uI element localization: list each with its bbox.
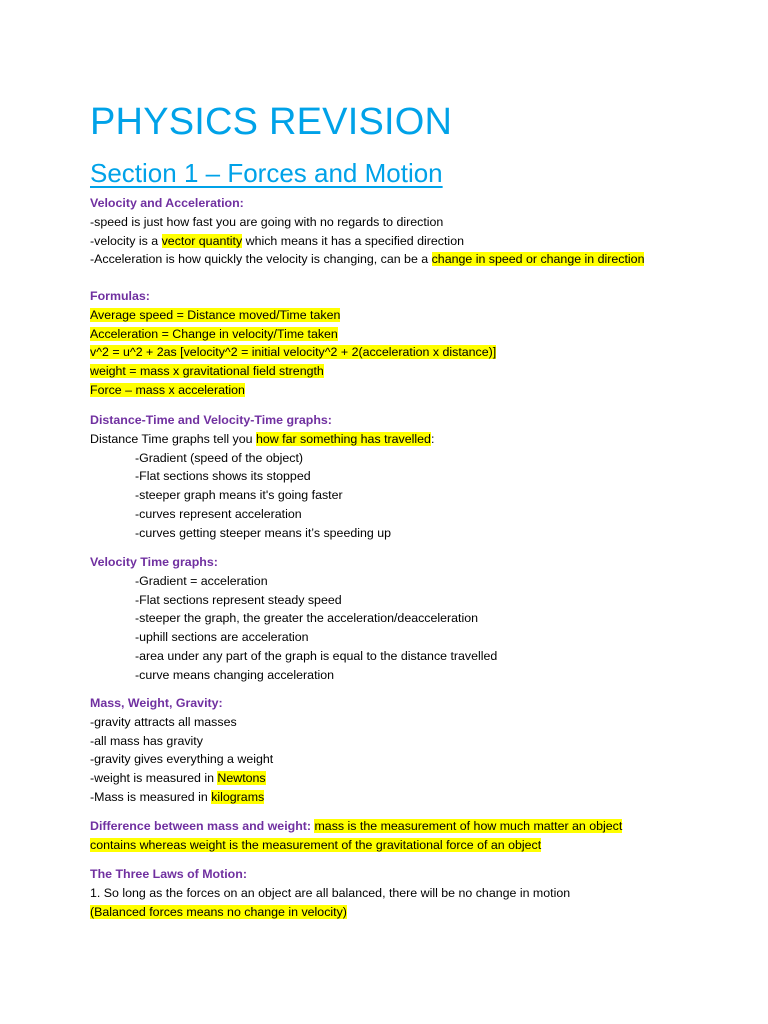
highlight-vector-quantity: vector quantity <box>161 233 243 248</box>
list-item: -uphill sections are acceleration <box>135 630 309 645</box>
formula-text: weight = mass x gravitational field strength <box>90 364 324 379</box>
velocity-line-2-text: -velocity is a <box>90 233 162 248</box>
list-item <box>90 769 273 788</box>
velocity-heading: Velocity and Acceleration: <box>90 196 244 210</box>
formula-item <box>90 381 496 400</box>
mass-weight-block <box>90 694 273 807</box>
formula-item <box>90 362 496 381</box>
dt-graphs-block <box>90 411 434 543</box>
page-title: PHYSICS REVISION <box>90 101 453 143</box>
velocity-line-1: -speed is just how fast you are going with no regards to direction <box>90 214 444 229</box>
difference-block <box>90 817 622 855</box>
dt-graphs-intro <box>90 430 434 449</box>
dt-intro-text: Distance Time graphs tell you <box>90 431 256 446</box>
list-item: -Flat sections shows its stopped <box>135 469 311 484</box>
formula-item <box>90 306 496 325</box>
highlight-difference-1: mass is the measurement of how much matter an object <box>314 819 623 833</box>
formula-text: Average speed = Distance moved/Time taken <box>90 307 341 322</box>
highlight-difference-2: contains whereas weight is the measurement of the gravitational force of an object <box>90 837 542 852</box>
list-item: -gravity gives everything a weight <box>90 752 274 767</box>
list-item: -Gradient = acceleration <box>135 573 268 588</box>
formulas-heading: Formulas: <box>90 289 150 303</box>
dt-intro-colon: : <box>430 431 435 446</box>
list-item: -steeper graph means it's going faster <box>135 488 343 503</box>
laws-block <box>90 865 570 921</box>
list-item: -gravity attracts all masses <box>90 714 237 729</box>
list-item: -all mass has gravity <box>90 733 203 748</box>
formula-item <box>90 325 496 344</box>
list-item: -curve means changing acceleration <box>135 667 335 682</box>
formula-item <box>90 343 496 362</box>
laws-line-1: 1. So long as the forces on an object are all balanced, there will be no change in motion <box>90 885 571 900</box>
velocity-block <box>90 194 644 269</box>
highlight-balanced-forces: (Balanced forces means no change in velocity) <box>90 904 347 919</box>
laws-heading: The Three Laws of Motion: <box>90 867 247 881</box>
list-item: -Gradient (speed of the object) <box>135 450 304 465</box>
list-item: -curves getting steeper means it’s speeding up <box>135 525 391 540</box>
list-item: -Flat sections represent steady speed <box>135 592 342 607</box>
vt-graphs-block <box>90 553 497 685</box>
formula-text: v^2 = u^2 + 2as [velocity^2 = initial velocity^2 + 2(acceleration x distance)] <box>90 345 497 360</box>
formulas-block <box>90 287 496 400</box>
formula-text: Force – mass x acceleration <box>90 382 245 397</box>
velocity-line-2 <box>90 232 644 251</box>
mass-weight-heading: Mass, Weight, Gravity: <box>90 696 223 710</box>
list-item: -curves represent acceleration <box>135 506 302 521</box>
section-title: Section 1 – Forces and Motion <box>90 158 443 188</box>
velocity-line-2-rest: which means it has a specified direction <box>242 233 464 248</box>
list-item <box>90 788 273 807</box>
formula-text: Acceleration = Change in velocity/Time taken <box>90 326 338 341</box>
mass-measured-text: -Mass is measured in <box>90 789 212 804</box>
vt-graphs-heading: Velocity Time graphs: <box>90 555 218 569</box>
highlight-change-in-speed: change in speed or change in direction <box>431 252 645 267</box>
velocity-line-3 <box>90 250 644 269</box>
difference-line-2 <box>90 836 622 855</box>
list-item: -area under any part of the graph is equal to the distance travelled <box>135 648 498 663</box>
difference-heading: Difference between mass and weight: <box>90 819 312 833</box>
list-item: -steeper the graph, the greater the acceleration/deacceleration <box>135 611 479 626</box>
highlight-kilograms: kilograms <box>211 789 265 804</box>
laws-line-2 <box>90 903 570 922</box>
difference-line-1 <box>90 817 622 836</box>
highlight-how-far: how far something has travelled <box>255 431 431 446</box>
highlight-newtons: Newtons <box>217 771 266 786</box>
weight-measured-text: -weight is measured in <box>90 771 218 786</box>
velocity-line-3-text: -Acceleration is how quickly the velocity is changing, can be a <box>90 252 432 267</box>
dt-graphs-heading: Distance-Time and Velocity-Time graphs: <box>90 413 332 427</box>
